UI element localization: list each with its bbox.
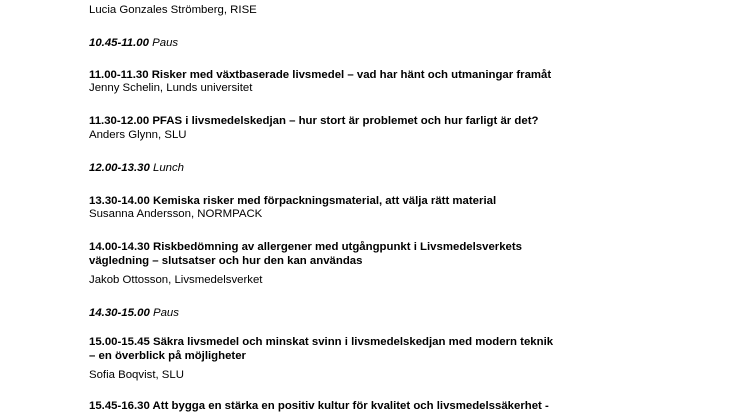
break-time: 14.30-15.00 [89, 307, 150, 319]
talk-heading-3: 13.30-14.00 Kemiska risker med förpackningsmaterial, att välja rätt material [89, 195, 497, 207]
talk-heading-4: 14.00-14.30 Riskbedömning av allergener med utgångpunkt i Livsmedelsverkets [89, 241, 523, 253]
break-time: 12.00-13.30 [89, 162, 150, 174]
talk-heading-2: 11.30-12.00 PFAS i livsmedelskedjan – hur stort är problemet och hur farligt är det? [89, 115, 539, 127]
talk-heading-4-cont: vägledning – slutsatser och hur den kan användas [89, 255, 363, 267]
break-paus-2 [89, 307, 179, 320]
break-time: 10.45-11.00 [89, 37, 149, 49]
talk-speaker-3: Susanna Andersson, NORMPACK [89, 208, 263, 220]
talk-speaker-5: Sofia Boqvist, SLU [89, 369, 184, 381]
talk-heading-5-cont: – en överblick på möjligheter [89, 350, 246, 362]
talk-speaker-4: Jakob Ottosson, Livsmedelsverket [89, 274, 263, 286]
talk-speaker-2: Anders Glynn, SLU [89, 129, 187, 141]
talk-heading-6: 15.45-16.30 Att bygga en stärka en positiv kultur för kvalitet och livsmedelssäkerhet - [89, 400, 549, 412]
top-speaker: Lucia Gonzales Strömberg, RISE [89, 4, 257, 16]
talk-speaker-1: Jenny Schelin, Lunds universitet [89, 82, 253, 94]
talk-heading-5: 15.00-15.45 Säkra livsmedel och minskat svinn i livsmedelskedjan med modern teknik [89, 336, 554, 348]
break-lunch [89, 162, 184, 175]
break-paus-1 [89, 37, 178, 50]
talk-heading-1: 11.00-11.30 Risker med växtbaserade livsmedel – vad har hänt och utmaningar framåt [89, 69, 552, 81]
break-label: Paus [152, 307, 179, 319]
break-label: Lunch [152, 162, 185, 174]
break-label: Paus [152, 37, 179, 49]
